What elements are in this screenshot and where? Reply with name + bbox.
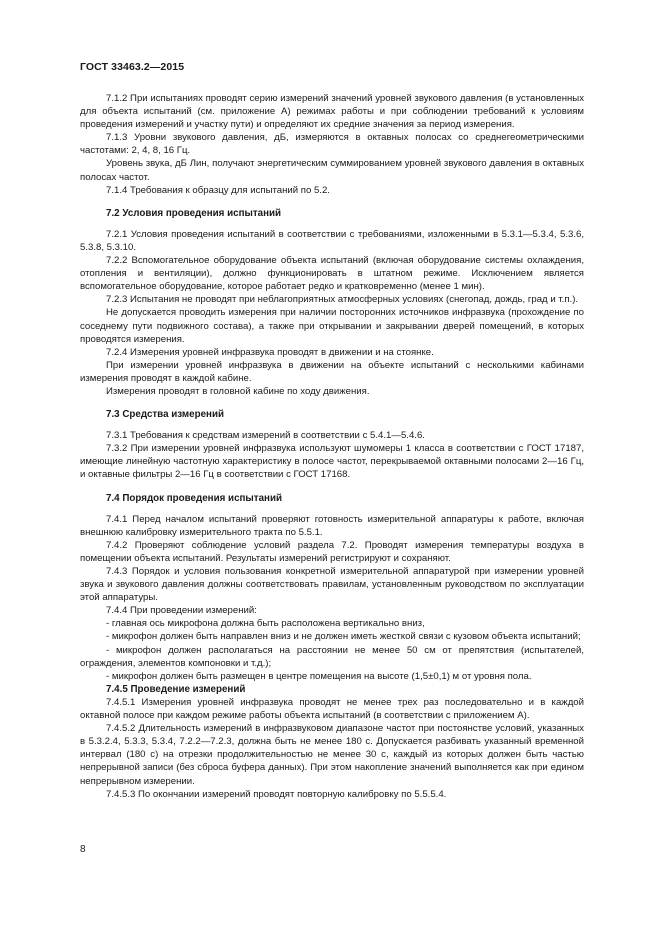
document-body	[80, 92, 584, 801]
paragraph-7-4-2: 7.4.2 Проверяют соблюдение условий раздела 7.2. Проводят измерения температуры воздуха в помещении объекта испытаний. Результаты измерений регистрируют и сохраняют.	[80, 539, 584, 564]
paragraph-7-1-4: 7.1.4 Требования к образцу для испытаний по 5.2.	[106, 184, 330, 196]
heading-7-4-5: 7.4.5 Проведение измерений	[106, 683, 246, 695]
list-item: - микрофон должен располагаться на расстоянии не менее 50 см от препятствия (испытателей, ограждения, элементов компоновки и т.д.);	[80, 644, 584, 669]
paragraph-7-2-2: 7.2.2 Вспомогательное оборудование объекта испытаний (включая оборудование системы охлаждения, отопления и вентиляции), должно функционировать в штатном режиме. Исключением является вспомогательное оборудование, которое работает редко и кратковременно (менее 1 мин).	[80, 255, 584, 293]
paragraph-7-4-3: 7.4.3 Порядок и условия пользования конкретной измерительной аппаратурой при измерении уровней звука и звукового давления должны соответствовать правилам, установленным руководством по эксплуатации этой аппаратуры.	[80, 566, 584, 604]
paragraph-7-2-1: 7.2.1 Условия проведения испытаний в соответствии с требованиями, изложенными в 5.3.1—5.3.4, 5.3.6, 5.3.8, 5.3.10.	[80, 228, 584, 253]
page-number: 8	[80, 844, 86, 855]
paragraph-head-cab: Измерения проводят в головной кабине по ходу движения.	[106, 385, 370, 397]
list-item: - микрофон должен быть размещен в центре помещения на высоте (1,5±0,1) м от уровня пола.	[106, 670, 532, 682]
paragraph-7-1-3: 7.1.3 Уровни звукового давления, дБ, измеряются в октавных полосах со среднегеометрическими частотами: 2, 4, 8, 16 Гц.	[80, 132, 584, 157]
heading-7-2: 7.2 Условия проведения испытаний	[106, 207, 282, 219]
paragraph-7-2-3: 7.2.3 Испытания не проводят при неблагоприятных атмосферных условиях (снегопад, дождь, град и т.п.).	[106, 294, 579, 306]
paragraph-sound-level: Уровень звука, дБ Лин, получают энергетическим суммированием уровней звукового давления в октавных полосах частот.	[80, 158, 584, 183]
document-header: ГОСТ 33463.2—2015	[80, 61, 185, 73]
paragraph-7-4-5-2: 7.4.5.2 Длительность измерений в инфразвуковом диапазоне частот при постоянстве условий, указанных в 5.3.2.4, 5.3.3, 5.3.4, 7.2.2—7.2.3, должна быть не менее 180 с. Допускается разбивать указанный временной интервал (180 с) на отрезки продолжительностью не менее 30 с, каждый из которых должен быть частью непрерывной записи (без сброса буфера данных). При этом накопление значений выполняется как при едином непрерывном измерении.	[80, 723, 584, 787]
paragraph-multi-cab: При измерении уровней инфразвука в движении на объекте испытаний с несколькими кабинами измерения проводят в каждой кабине.	[80, 359, 584, 384]
heading-7-3: 7.3 Средства измерений	[106, 409, 224, 421]
paragraph-7-4-5-3: 7.4.5.3 По окончании измерений проводят повторную калибровку по 5.5.5.4.	[106, 788, 447, 800]
heading-7-4: 7.4 Порядок проведения испытаний	[106, 492, 283, 504]
paragraph-7-4-5-1: 7.4.5.1 Измерения уровней инфразвука проводят не менее трех раз последовательно и в каждой октавной полосе при каждом режиме работы объекта испытаний (в соответствии с приложением А).	[80, 696, 584, 722]
paragraph-7-3-2: 7.3.2 При измерении уровней инфразвука используют шумомеры 1 класса в соответствии с ГОСТ 17187, имеющие линейную частотную характеристику в полосе частот, перекрываемой октавными полосами 2—16 Гц, и октавные фильтры 2—16 Гц в соответствии с ГОСТ 17168.	[80, 443, 584, 481]
paragraph-7-2-4: 7.2.4 Измерения уровней инфразвука проводят в движении и на стоянке.	[106, 346, 434, 358]
paragraph-7-1-2: 7.1.2 При испытаниях проводят серию измерений значений уровней звукового давления (в установленных для объекта испытаний (см. приложение А) режимах работы и при соблюдении требований к условиям проведения измерений и участку пути) и определяют их средние значения за период измерения.	[80, 93, 584, 131]
list-item: - главная ось микрофона должна быть расположена вертикально вниз,	[106, 618, 425, 630]
list-item: - микрофон должен быть направлен вниз и не должен иметь жесткой связи с кузовом объекта испытаний;	[106, 631, 581, 643]
paragraph-7-4-1: 7.4.1 Перед началом испытаний проверяют готовность измерительной аппаратуры к работе, включая внешнюю калибровку измерительного тракта по 5.5.1.	[80, 513, 584, 538]
paragraph-7-3-1: 7.3.1 Требования к средствам измерений в соответствии с 5.4.1—5.4.6.	[106, 430, 425, 442]
paragraph-not-allowed: Не допускается проводить измерения при наличии посторонних источников инфразвука (прохождение по соседнему пути подвижного состава), а также при открывании и закрывании дверей помещений, в которых проводятся измерения.	[80, 307, 584, 345]
paragraph-7-4-4: 7.4.4 При проведении измерений:	[106, 605, 257, 617]
